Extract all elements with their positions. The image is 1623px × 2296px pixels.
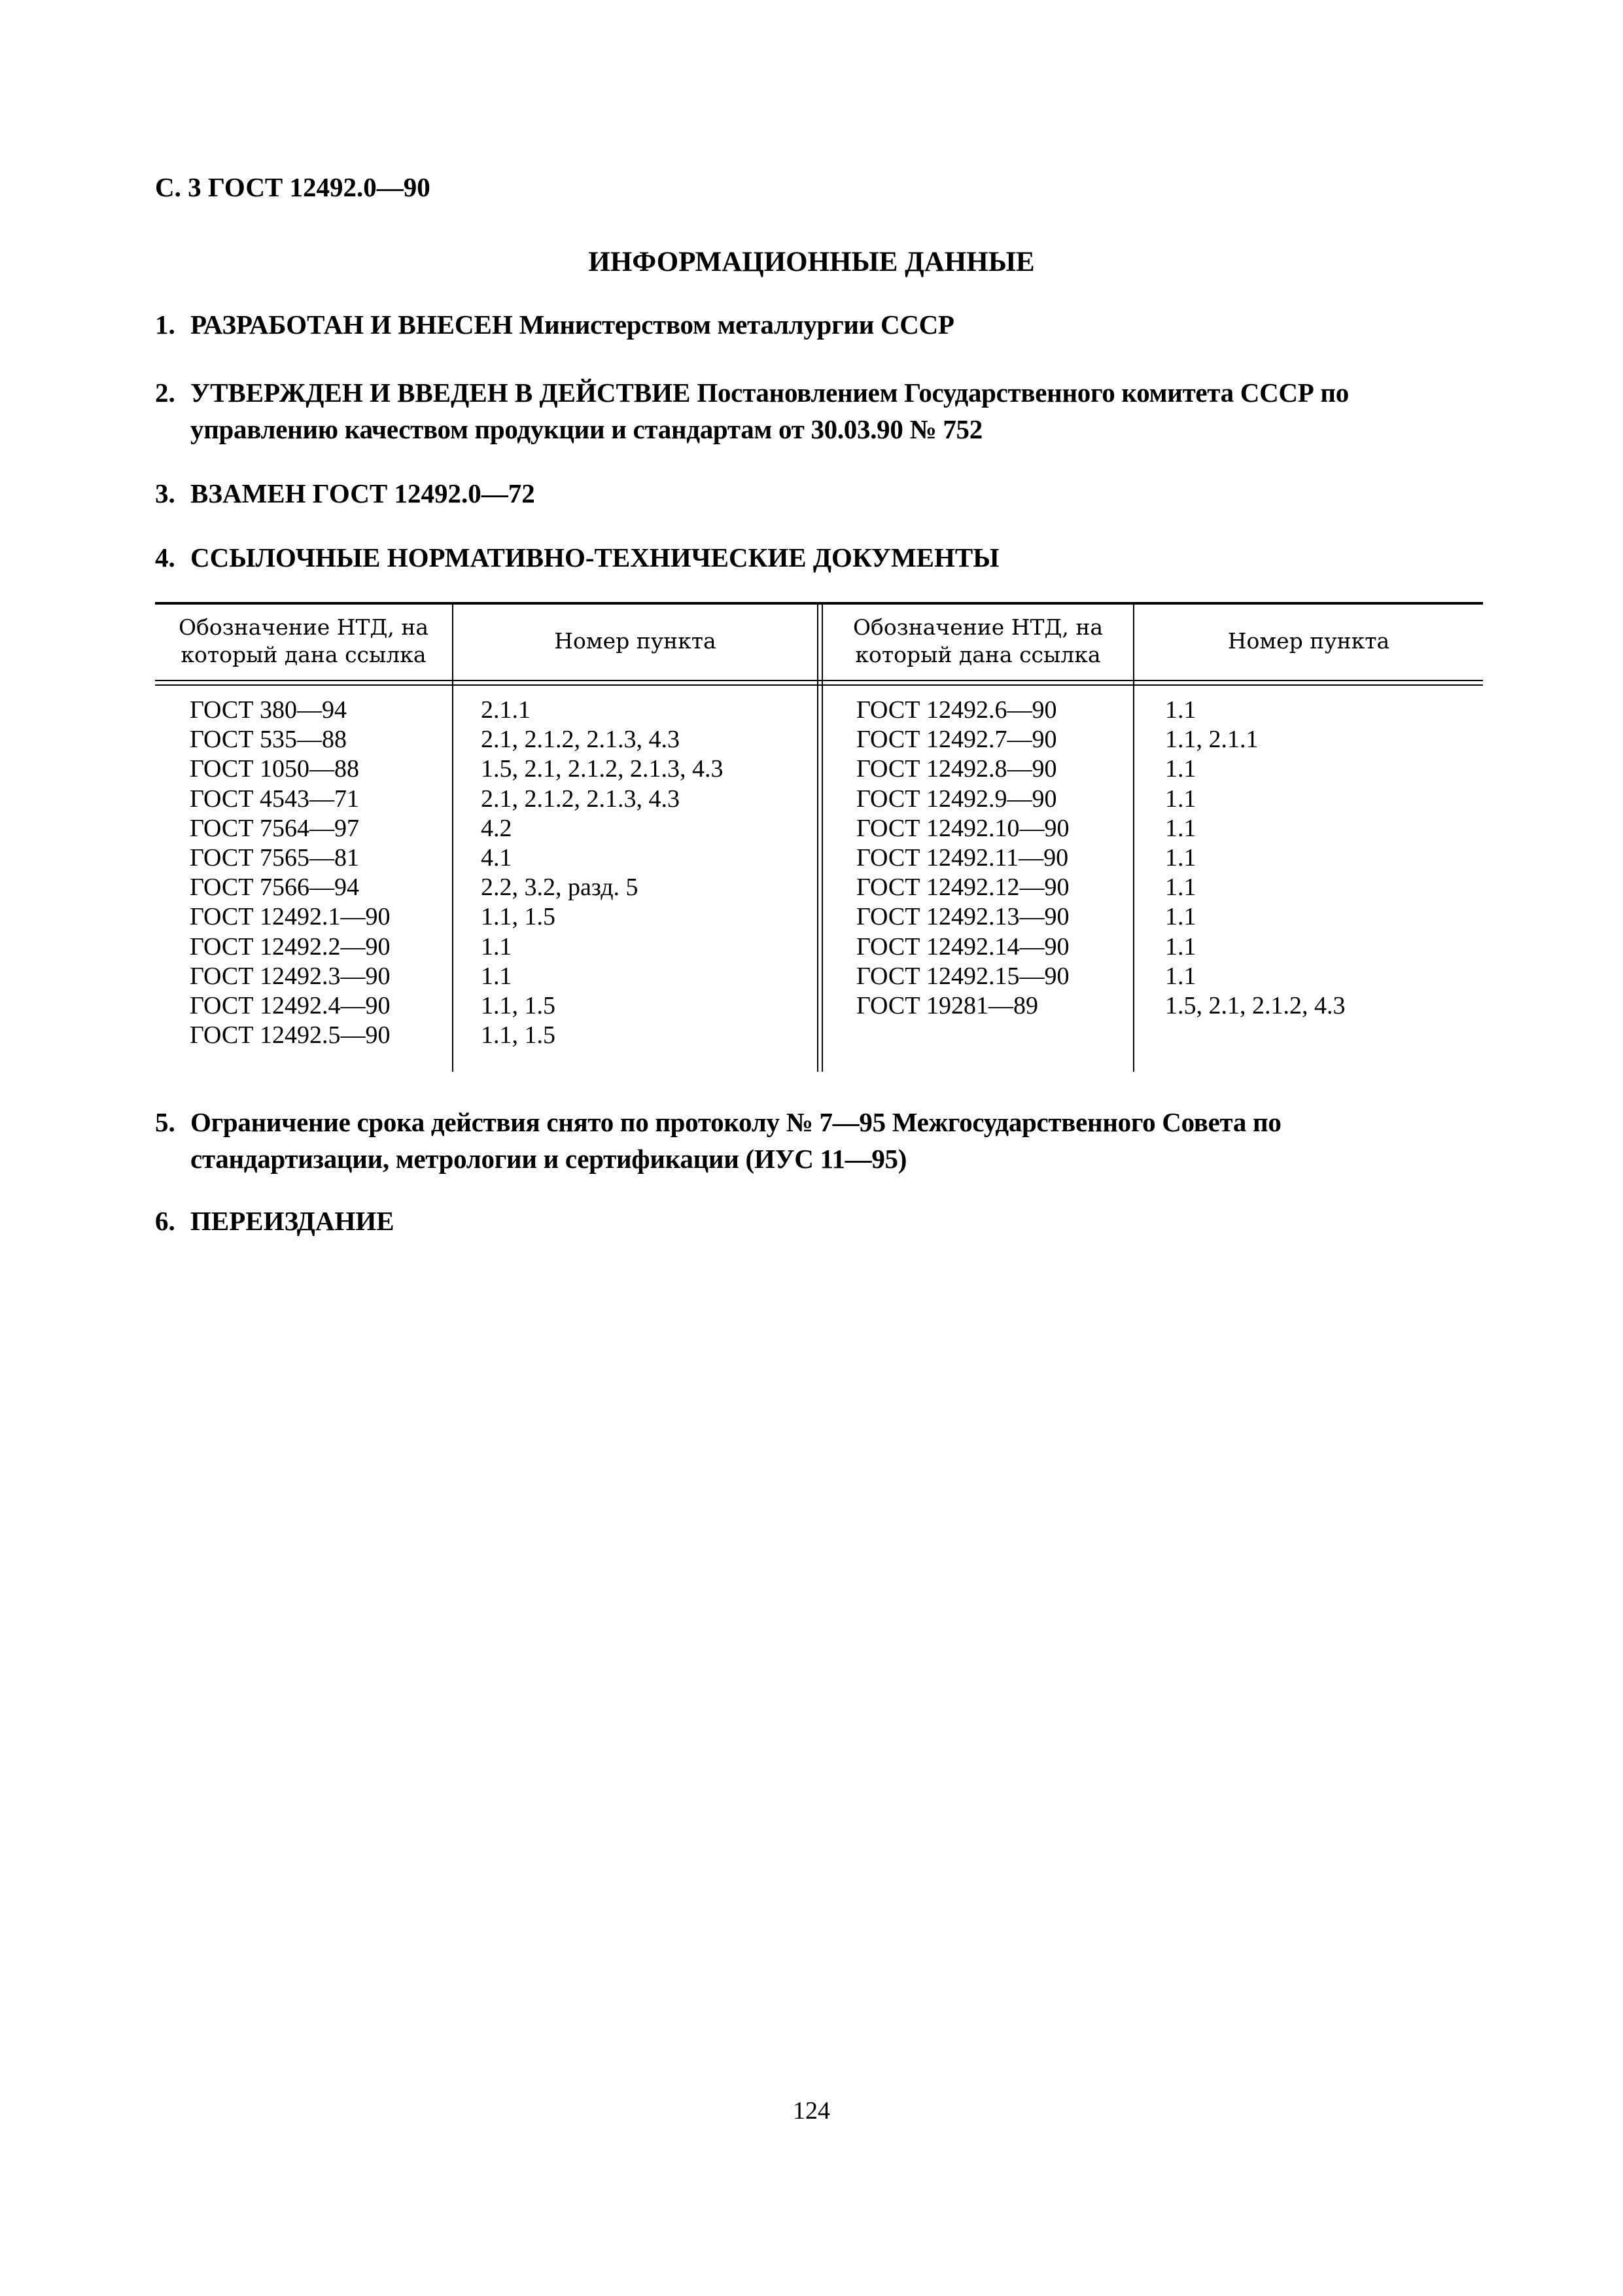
info-item-6 bbox=[155, 1203, 1483, 1239]
item-text: Министерством металлургии СССР bbox=[512, 309, 954, 340]
table-cell-doc: ГОСТ 12492.12—90 bbox=[856, 874, 1070, 902]
header-point-right: Номер пункта bbox=[1227, 628, 1390, 654]
table-cell-doc: ГОСТ 12492.2—90 bbox=[190, 932, 391, 961]
table-cell-doc: ГОСТ 19281—89 bbox=[856, 991, 1038, 1019]
info-item-5 bbox=[155, 1104, 1483, 1177]
header-doc-left: Обозначение НТД, на который дана ссылка bbox=[178, 614, 429, 667]
item-lead: РАЗРАБОТАН И ВНЕСЕН bbox=[190, 309, 513, 340]
table-cell-point: 2.1, 2.1.2, 2.1.3, 4.3 bbox=[481, 726, 680, 754]
document-title: ИНФОРМАЦИОННЫЕ ДАННЫЕ bbox=[588, 247, 1035, 277]
item-text: Ограничение срока действия снято по протоколу № 7—95 Межгосударственного Совета по стандартизации, метрологии и сертификации (ИУС 11—95) bbox=[190, 1107, 1282, 1174]
table-cell-doc: ГОСТ 12492.6—90 bbox=[856, 696, 1057, 724]
table-cell-point: 1.5, 2.1, 2.1.2, 4.3 bbox=[1165, 991, 1346, 1019]
table-cell-point: 1.1 bbox=[1165, 785, 1196, 813]
info-item-2 bbox=[155, 374, 1483, 448]
column-right-points bbox=[1165, 696, 1346, 1021]
info-item-3 bbox=[155, 475, 1483, 512]
table-cell-point: 1.1 bbox=[481, 962, 512, 990]
table-cell-doc: ГОСТ 12492.3—90 bbox=[190, 962, 391, 990]
table-cell-point: 1.1 bbox=[1165, 874, 1196, 902]
item-number: 1. bbox=[155, 309, 175, 340]
item-lead: ССЫЛОЧНЫЕ НОРМАТИВНО-ТЕХНИЧЕСКИЕ ДОКУМЕНТЫ bbox=[190, 542, 1000, 573]
table-cell-doc: ГОСТ 12492.7—90 bbox=[856, 726, 1057, 754]
header-doc-right: Обозначение НТД, на который дана ссылка bbox=[852, 614, 1104, 667]
page-header: С. 3 ГОСТ 12492.0—90 bbox=[155, 172, 430, 202]
column-divider-double-a bbox=[817, 602, 818, 1072]
item-number: 2. bbox=[155, 378, 175, 408]
column-left-docs bbox=[190, 696, 391, 1050]
item-lead: УТВЕРЖДЕН И ВВЕДЕН В ДЕЙСТВИЕ bbox=[190, 378, 691, 408]
table-cell-point: 1.1, 1.5 bbox=[481, 991, 555, 1019]
table-cell-doc: ГОСТ 12492.13—90 bbox=[856, 903, 1070, 931]
column-right-docs bbox=[856, 696, 1070, 1021]
page-number: 124 bbox=[793, 2097, 830, 2125]
table-cell-doc: ГОСТ 12492.10—90 bbox=[856, 814, 1070, 842]
info-item-1 bbox=[155, 306, 1483, 343]
table-header-rule-double bbox=[155, 684, 1483, 686]
table-cell-point: 1.1 bbox=[1165, 932, 1196, 961]
item-lead: ВЗАМЕН ГОСТ 12492.0—72 bbox=[190, 478, 535, 508]
table-cell-point: 1.1 bbox=[1165, 755, 1196, 783]
table-cell-point: 1.1 bbox=[1165, 696, 1196, 724]
table-cell-doc: ГОСТ 7566—94 bbox=[190, 874, 359, 902]
table-cell-point: 4.1 bbox=[481, 843, 512, 872]
table-cell-doc: ГОСТ 12492.9—90 bbox=[856, 785, 1057, 813]
table-cell-doc: ГОСТ 1050—88 bbox=[190, 755, 359, 783]
table-cell-point: 1.5, 2.1, 2.1.2, 2.1.3, 4.3 bbox=[481, 755, 724, 783]
item-number: 5. bbox=[155, 1107, 175, 1137]
item-number: 6. bbox=[155, 1206, 175, 1236]
table-cell-point: 4.2 bbox=[481, 814, 512, 842]
table-cell-doc: ГОСТ 12492.14—90 bbox=[856, 932, 1070, 961]
table-cell-point: 1.1, 1.5 bbox=[481, 1021, 555, 1050]
table-cell-doc: ГОСТ 380—94 bbox=[190, 696, 347, 724]
table-cell-doc: ГОСТ 7564—97 bbox=[190, 814, 359, 842]
table-cell-point: 1.1, 2.1.1 bbox=[1165, 726, 1259, 754]
column-left-points bbox=[481, 696, 724, 1050]
table-cell-doc: ГОСТ 12492.8—90 bbox=[856, 755, 1057, 783]
table-cell-point: 1.1 bbox=[1165, 814, 1196, 842]
table-cell-doc: ГОСТ 12492.1—90 bbox=[190, 903, 391, 931]
table-cell-doc: ГОСТ 12492.5—90 bbox=[190, 1021, 391, 1050]
table-cell-doc: ГОСТ 12492.4—90 bbox=[190, 991, 391, 1019]
table-cell-point: 2.1.1 bbox=[481, 696, 531, 724]
table-cell-doc: ГОСТ 4543—71 bbox=[190, 785, 359, 813]
table-cell-doc: ГОСТ 12492.11—90 bbox=[856, 843, 1069, 872]
table-cell-point: 2.2, 3.2, разд. 5 bbox=[481, 874, 638, 902]
table-cell-doc: ГОСТ 7565—81 bbox=[190, 843, 359, 872]
table-cell-doc: ГОСТ 535—88 bbox=[190, 726, 347, 754]
table-cell-point: 1.1, 1.5 bbox=[481, 903, 555, 931]
info-item-4 bbox=[155, 539, 1483, 576]
reference-table bbox=[155, 602, 1483, 1072]
header-point-left: Номер пункта bbox=[554, 628, 716, 654]
item-number: 3. bbox=[155, 478, 175, 508]
table-cell-doc: ГОСТ 12492.15—90 bbox=[856, 962, 1070, 990]
item-number: 4. bbox=[155, 542, 175, 573]
table-cell-point: 1.1 bbox=[1165, 962, 1196, 990]
table-cell-point: 1.1 bbox=[1165, 903, 1196, 931]
item-text: Постановлением Государственного комитета СССР по управлению качеством продукции и стандартам от 30.03.90 № 752 bbox=[190, 378, 1349, 444]
item-lead: ПЕРЕИЗДАНИЕ bbox=[190, 1206, 394, 1236]
table-cell-point: 2.1, 2.1.2, 2.1.3, 4.3 bbox=[481, 785, 680, 813]
table-cell-point: 1.1 bbox=[1165, 843, 1196, 872]
table-cell-point: 1.1 bbox=[481, 932, 512, 961]
